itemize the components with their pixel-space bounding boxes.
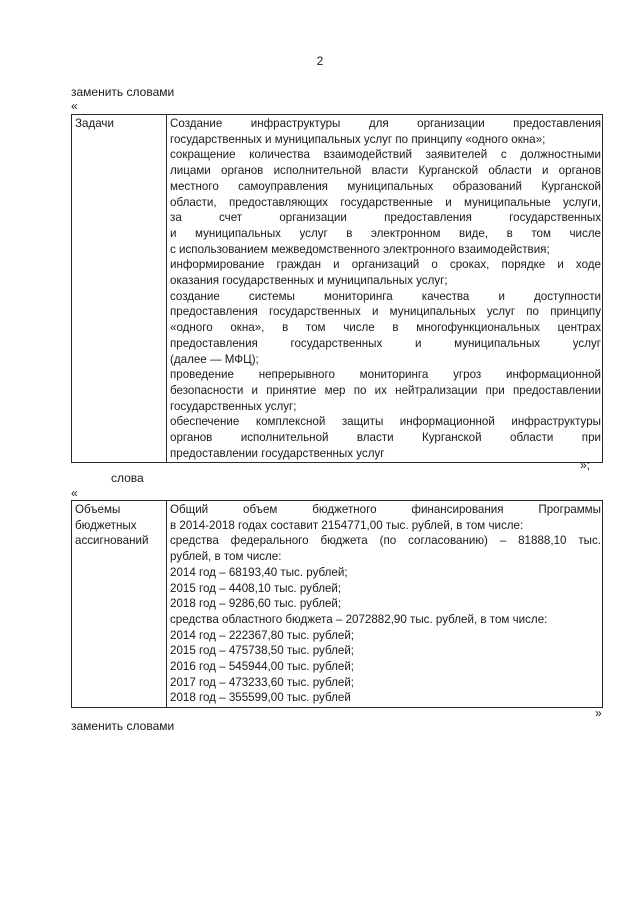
text-line: (далее — МФЦ); bbox=[170, 352, 259, 366]
text-line: оказания государственных и муниципальных услуг; bbox=[170, 274, 448, 288]
words-label: слова bbox=[111, 471, 144, 485]
text-line: обеспечение комплексной защиты информационной инфраструктуры bbox=[170, 415, 601, 429]
text-line: 2015 год – 4408,10 тыс. рублей; bbox=[170, 581, 342, 595]
text-line: «одного окна», в том числе в многофункциональных центрах bbox=[170, 321, 601, 335]
text-line: органов исполнительной власти Курганской области при bbox=[170, 431, 601, 445]
budget-label-line: бюджетных bbox=[75, 518, 137, 532]
table-row bbox=[72, 115, 603, 463]
text-line: информирование граждан и организаций о сроках, порядке и ходе bbox=[170, 258, 601, 272]
text-line: проведение непрерывного мониторинга угроз информационной bbox=[170, 368, 601, 382]
text-line: государственных и муниципальных услуг по принципу «одного окна»; bbox=[170, 132, 546, 146]
text-line: с использованием межведомственного электронного взаимодействия; bbox=[170, 242, 550, 256]
text-line: 2018 год – 9286,60 тыс. рублей; bbox=[170, 597, 342, 611]
budget-label-line: Объемы bbox=[75, 503, 121, 516]
opening-quote: « bbox=[71, 486, 78, 500]
text-line: 2014 год – 222367,80 тыс. рублей; bbox=[170, 628, 355, 642]
budget-label-cell bbox=[72, 501, 167, 708]
text-line: безопасности и принятие мер по их нейтрализации при предоставлении bbox=[170, 383, 601, 397]
text-line: средства областного бюджета – 2072882,90 тыс. рублей, в том числе: bbox=[170, 612, 548, 626]
table-row bbox=[72, 501, 603, 708]
opening-quote: « bbox=[71, 99, 78, 113]
budget-label-line: ассигнований bbox=[75, 534, 149, 548]
text-line: средства федерального бюджета (по согласованию) – 81888,10 тыс. bbox=[170, 534, 601, 548]
budget-table bbox=[71, 500, 603, 708]
text-line: Общий объем бюджетного финансирования Программы bbox=[170, 503, 601, 516]
tasks-content-cell bbox=[167, 115, 603, 463]
text-line: рублей, в том числе: bbox=[170, 550, 282, 564]
text-line: предоставления государственных и муниципальных услуг по принципу bbox=[170, 305, 601, 319]
text-line: местного самоуправления муниципальных образований Курганской bbox=[170, 179, 601, 193]
tasks-table bbox=[71, 114, 603, 463]
text-line: 2016 год – 545944,00 тыс. рублей; bbox=[170, 660, 355, 674]
closing-quote: » bbox=[595, 706, 602, 720]
replace-with-words-heading: заменить словами bbox=[71, 85, 175, 99]
budget-content-cell bbox=[167, 501, 603, 708]
text-line: 2018 год – 355599,00 тыс. рублей bbox=[170, 691, 351, 705]
text-line: 2015 год – 475738,50 тыс. рублей; bbox=[170, 644, 355, 658]
tasks-label-cell bbox=[72, 115, 167, 463]
closing-quote-semicolon: »; bbox=[580, 458, 591, 472]
replace-with-words-heading: заменить словами bbox=[71, 719, 175, 733]
text-line: области, предоставляющих государственные и муниципальные услуги, bbox=[170, 195, 601, 209]
text-line: государственных услуг; bbox=[170, 399, 297, 413]
text-line: за счет организации предоставления государственных bbox=[170, 211, 601, 225]
text-line: в 2014-2018 годах составит 2154771,00 тыс. рублей, в том числе: bbox=[170, 518, 524, 532]
text-line: предоставления государственных и муниципальных услуг bbox=[170, 336, 601, 350]
text-line: Создание инфраструктуры для организации предоставления bbox=[170, 117, 601, 130]
page-number: 2 bbox=[316, 54, 324, 68]
tasks-label: Задачи bbox=[75, 117, 114, 130]
text-line: лицами органов исполнительной власти Курганской области и органов bbox=[170, 164, 601, 178]
text-line: предоставлении государственных услуг bbox=[170, 446, 385, 460]
text-line: 2017 год – 473233,60 тыс. рублей; bbox=[170, 675, 355, 689]
text-line: сокращение количества взаимодействий заявителей с должностными bbox=[170, 148, 601, 162]
text-line: и муниципальных услуг в электронном виде, в том числе bbox=[170, 226, 601, 240]
text-line: 2014 год – 68193,40 тыс. рублей; bbox=[170, 565, 348, 579]
text-line: создание системы мониторинга качества и доступности bbox=[170, 289, 601, 303]
